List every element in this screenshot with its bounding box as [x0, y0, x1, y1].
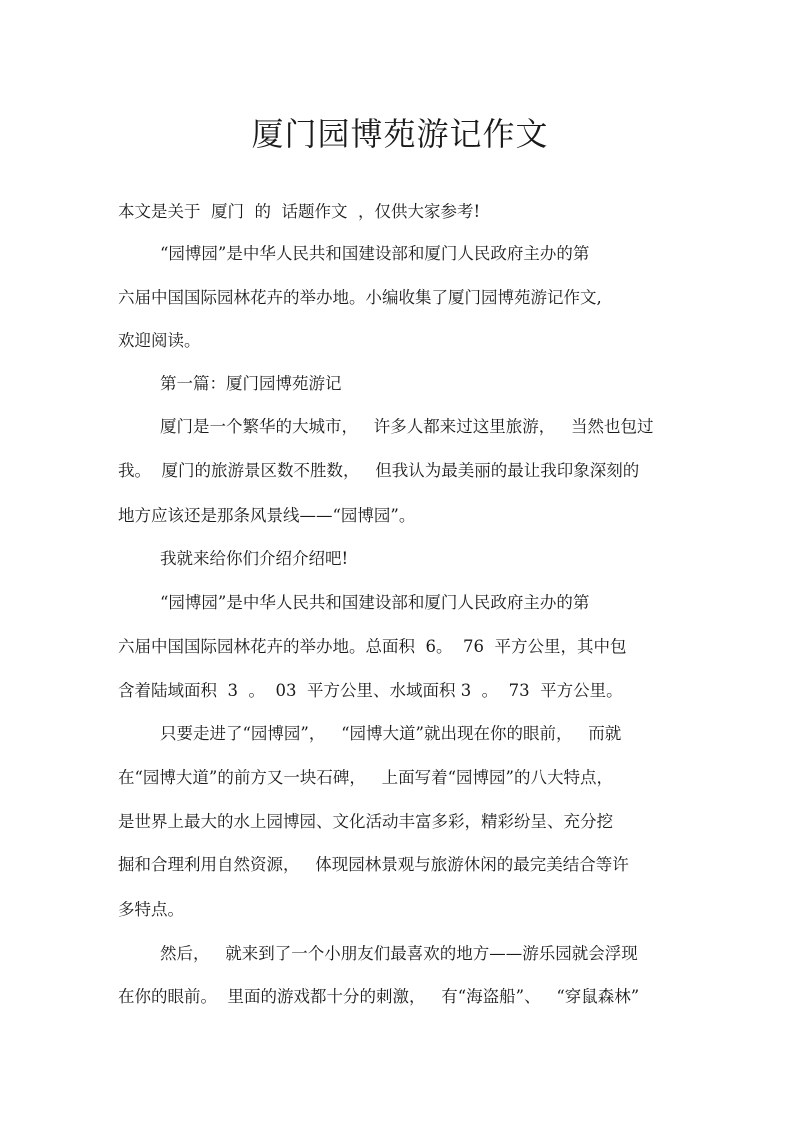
intro-line: 本文是关于 厦门 的 话题作文 ，仅供大家参考! — [118, 202, 481, 221]
paragraph-line: 厦门是一个繁华的大城市， 许多人都来过这里旅游， 当然也包过 — [160, 417, 654, 436]
paragraph-line: 在你的眼前。 里面的游戏都十分的刺激， 有“海盗船”、 “穿鼠森林” — [118, 987, 640, 1006]
paragraph-line: 掘和合理利用自然资源， 体现园林景观与旅游休闲的最完美结合等许 — [118, 855, 629, 874]
paragraph-line: 地方应该还是那条风景线——“园博园”。 — [118, 506, 416, 525]
paragraph-line: 六届中国国际园林花卉的举办地。小编收集了厦门园博苑游记作文, — [118, 288, 602, 307]
paragraph-line: 在“园博大道”的前方又一块石碑， 上面写着“园博园”的八大特点， — [118, 768, 613, 787]
paragraph-line: 然后， 就来到了一个小朋友们最喜欢的地方——游乐园就会浮现 — [160, 944, 638, 963]
paragraph-line: 多特点。 — [118, 900, 184, 919]
paragraph-line: 六届中国国际园林花卉的举办地。总面积 6。 76 平方公里，其中包 — [118, 637, 627, 656]
paragraph-line: “园博园”是中华人民共和国建设部和厦门人民政府主办的第 — [160, 593, 590, 612]
paragraph-line: 欢迎阅读。 — [118, 331, 201, 350]
paragraph-line: 我。 厦门的旅游景区数不胜数， 但我认为最美丽的最让我印象深刻的 — [118, 461, 640, 480]
section-heading: 第一篇：厦门园博苑游记 — [160, 374, 342, 393]
paragraph-line: 只要走进了“园博园”， “园博大道”就出现在你的眼前， 而就 — [160, 724, 622, 743]
paragraph-line: 是世界上最大的水上园博园、文化活动丰富多彩，精彩纷呈、充分挖 — [118, 812, 613, 831]
document-title: 厦门园博苑游记作文 — [251, 115, 549, 153]
paragraph-line: “园博园”是中华人民共和国建设部和厦门人民政府主办的第 — [160, 244, 590, 263]
paragraph-line: 我就来给你们介绍介绍吧! — [160, 549, 349, 568]
paragraph-line: 含着陆域面积 3 。 03 平方公里、水域面积 3 。 73 平方公里。 — [118, 681, 623, 700]
